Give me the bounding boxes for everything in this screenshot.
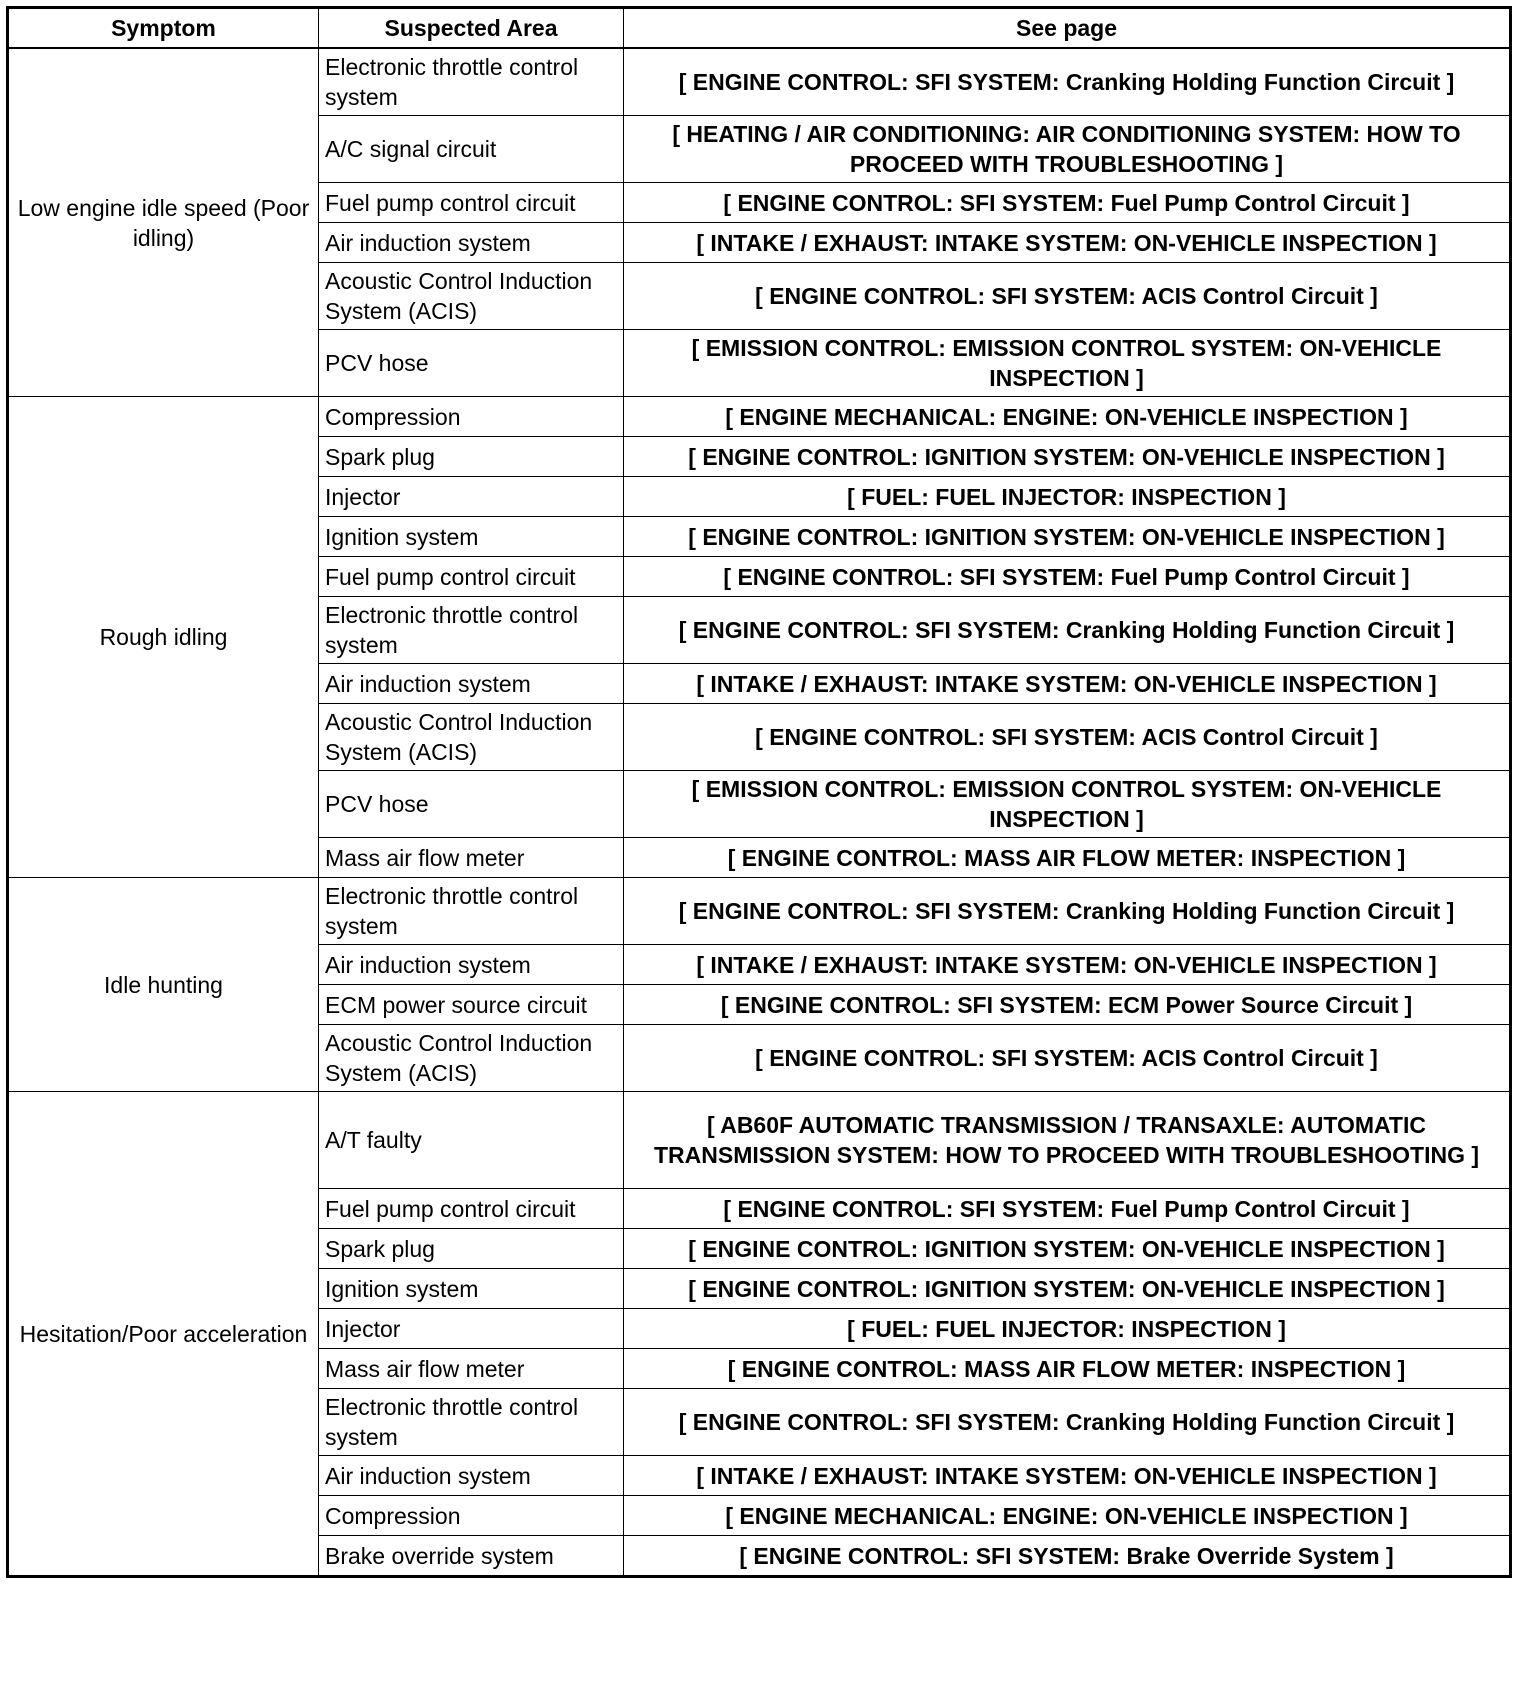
symptom-cell: Idle hunting [8,878,319,1092]
see-page-link[interactable]: [ ENGINE CONTROL: MASS AIR FLOW METER: INSPECTION ] [624,838,1511,878]
see-page-link[interactable]: [ ENGINE CONTROL: IGNITION SYSTEM: ON-VEHICLE INSPECTION ] [624,517,1511,557]
troubleshooting-table [6,6,1512,1578]
suspected-area-cell: Injector [319,477,624,517]
suspected-area-cell: Air induction system [319,664,624,704]
see-page-link[interactable]: [ FUEL: FUEL INJECTOR: INSPECTION ] [624,1309,1511,1349]
see-page-link[interactable]: [ ENGINE CONTROL: SFI SYSTEM: Cranking Holding Function Circuit ] [624,597,1511,664]
suspected-area-cell: Spark plug [319,437,624,477]
see-page-link[interactable]: [ ENGINE CONTROL: SFI SYSTEM: Fuel Pump Control Circuit ] [624,183,1511,223]
header-row [8,8,1511,49]
see-page-link[interactable]: [ INTAKE / EXHAUST: INTAKE SYSTEM: ON-VEHICLE INSPECTION ] [624,664,1511,704]
see-page-link[interactable]: [ ENGINE CONTROL: IGNITION SYSTEM: ON-VEHICLE INSPECTION ] [624,1269,1511,1309]
suspected-area-cell: Fuel pump control circuit [319,1189,624,1229]
suspected-area-cell: Acoustic Control Induction System (ACIS) [319,1025,624,1092]
table-row [8,1092,1511,1189]
suspected-area-cell: Ignition system [319,517,624,557]
see-page-link[interactable]: [ FUEL: FUEL INJECTOR: INSPECTION ] [624,477,1511,517]
see-page-link[interactable]: [ ENGINE MECHANICAL: ENGINE: ON-VEHICLE INSPECTION ] [624,1496,1511,1536]
suspected-area-cell: PCV hose [319,330,624,397]
see-page-link[interactable]: [ AB60F AUTOMATIC TRANSMISSION / TRANSAXLE: AUTOMATIC TRANSMISSION SYSTEM: HOW TO PROCEED WITH TROUBLESHOOTING ] [624,1092,1511,1189]
suspected-area-cell: A/T faulty [319,1092,624,1189]
suspected-area-cell: Fuel pump control circuit [319,557,624,597]
suspected-area-cell: PCV hose [319,771,624,838]
see-page-link[interactable]: [ ENGINE CONTROL: SFI SYSTEM: Cranking Holding Function Circuit ] [624,1389,1511,1456]
suspected-area-cell: Air induction system [319,945,624,985]
table-row [8,397,1511,437]
suspected-area-cell: Mass air flow meter [319,838,624,878]
see-page-link[interactable]: [ ENGINE CONTROL: IGNITION SYSTEM: ON-VEHICLE INSPECTION ] [624,1229,1511,1269]
suspected-area-cell: Spark plug [319,1229,624,1269]
suspected-area-cell: Electronic throttle control system [319,1389,624,1456]
see-page-link[interactable]: [ ENGINE CONTROL: SFI SYSTEM: Fuel Pump Control Circuit ] [624,1189,1511,1229]
suspected-area-cell: Electronic throttle control system [319,878,624,945]
suspected-area-cell: Air induction system [319,1456,624,1496]
see-page-link[interactable]: [ ENGINE CONTROL: SFI SYSTEM: ACIS Control Circuit ] [624,704,1511,771]
suspected-area-cell: Compression [319,397,624,437]
table-row [8,878,1511,945]
see-page-link[interactable]: [ INTAKE / EXHAUST: INTAKE SYSTEM: ON-VEHICLE INSPECTION ] [624,945,1511,985]
suspected-area-cell: Injector [319,1309,624,1349]
suspected-area-cell: Brake override system [319,1536,624,1577]
see-page-link[interactable]: [ ENGINE CONTROL: SFI SYSTEM: ECM Power Source Circuit ] [624,985,1511,1025]
see-page-link[interactable]: [ INTAKE / EXHAUST: INTAKE SYSTEM: ON-VEHICLE INSPECTION ] [624,223,1511,263]
suspected-area-cell: Electronic throttle control system [319,48,624,116]
suspected-area-cell: A/C signal circuit [319,116,624,183]
see-page-link[interactable]: [ EMISSION CONTROL: EMISSION CONTROL SYSTEM: ON-VEHICLE INSPECTION ] [624,771,1511,838]
see-page-link[interactable]: [ INTAKE / EXHAUST: INTAKE SYSTEM: ON-VEHICLE INSPECTION ] [624,1456,1511,1496]
suspected-area-cell: Acoustic Control Induction System (ACIS) [319,704,624,771]
see-page-link[interactable]: [ ENGINE CONTROL: SFI SYSTEM: ACIS Control Circuit ] [624,263,1511,330]
see-page-link[interactable]: [ ENGINE CONTROL: MASS AIR FLOW METER: INSPECTION ] [624,1349,1511,1389]
suspected-area-cell: Ignition system [319,1269,624,1309]
see-page-link[interactable]: [ ENGINE CONTROL: SFI SYSTEM: Fuel Pump Control Circuit ] [624,557,1511,597]
header-symptom: Symptom [8,8,319,49]
symptom-cell: Rough idling [8,397,319,878]
suspected-area-cell: Fuel pump control circuit [319,183,624,223]
header-suspected-area: Suspected Area [319,8,624,49]
see-page-link[interactable]: [ ENGINE CONTROL: SFI SYSTEM: ACIS Control Circuit ] [624,1025,1511,1092]
table-row [8,48,1511,116]
see-page-link[interactable]: [ EMISSION CONTROL: EMISSION CONTROL SYSTEM: ON-VEHICLE INSPECTION ] [624,330,1511,397]
suspected-area-cell: Compression [319,1496,624,1536]
suspected-area-cell: Acoustic Control Induction System (ACIS) [319,263,624,330]
suspected-area-cell: ECM power source circuit [319,985,624,1025]
see-page-link[interactable]: [ ENGINE CONTROL: SFI SYSTEM: Cranking Holding Function Circuit ] [624,878,1511,945]
see-page-link[interactable]: [ ENGINE CONTROL: IGNITION SYSTEM: ON-VEHICLE INSPECTION ] [624,437,1511,477]
suspected-area-cell: Electronic throttle control system [319,597,624,664]
suspected-area-cell: Mass air flow meter [319,1349,624,1389]
header-see-page: See page [624,8,1511,49]
symptom-cell: Hesitation/Poor acceleration [8,1092,319,1577]
see-page-link[interactable]: [ ENGINE CONTROL: SFI SYSTEM: Cranking Holding Function Circuit ] [624,48,1511,116]
symptom-cell: Low engine idle speed (Poor idling) [8,48,319,397]
suspected-area-cell: Air induction system [319,223,624,263]
see-page-link[interactable]: [ ENGINE CONTROL: SFI SYSTEM: Brake Override System ] [624,1536,1511,1577]
see-page-link[interactable]: [ HEATING / AIR CONDITIONING: AIR CONDITIONING SYSTEM: HOW TO PROCEED WITH TROUBLESHOOTING ] [624,116,1511,183]
see-page-link[interactable]: [ ENGINE MECHANICAL: ENGINE: ON-VEHICLE INSPECTION ] [624,397,1511,437]
